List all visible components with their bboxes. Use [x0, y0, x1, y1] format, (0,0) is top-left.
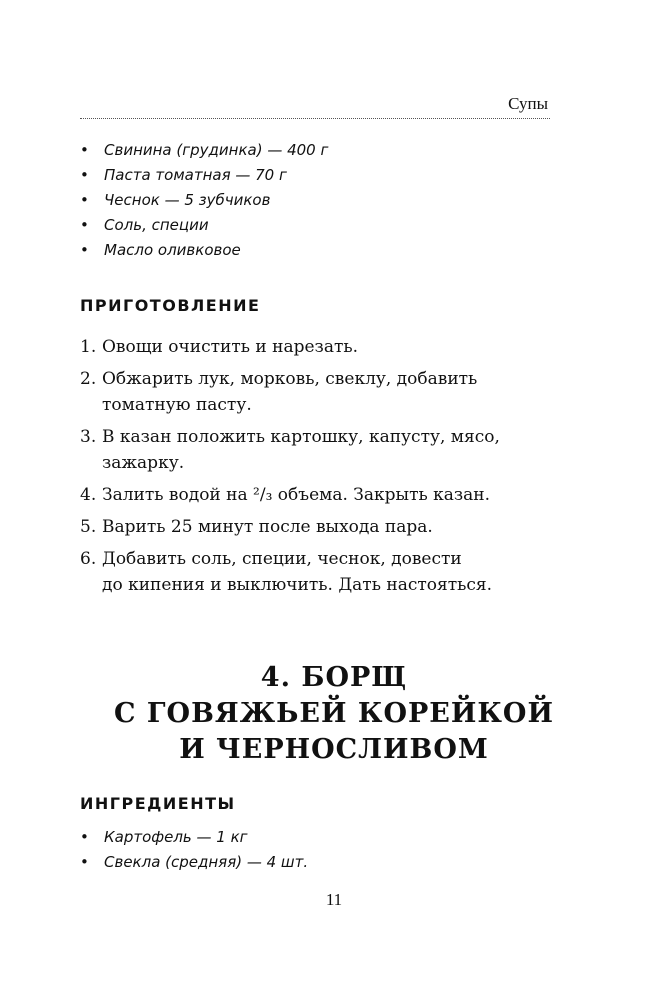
preparation-steps — [80, 334, 560, 604]
step-item — [80, 546, 560, 598]
recipe-title — [0, 660, 668, 768]
step-number: 2. — [80, 369, 97, 389]
step-number: 1. — [80, 337, 97, 357]
step-text-continued: до кипения и выключить. Дать настояться. — [102, 575, 493, 595]
bullet-icon: • — [80, 166, 89, 184]
bullet-icon: • — [80, 191, 89, 209]
step-text: Залить водой на ²/₃ объема. Закрыть казан. — [102, 485, 491, 505]
step-text-continued: томатную пасту. — [102, 395, 252, 415]
ingredient-item: • Картофель — 1 кг — [80, 825, 560, 850]
ingredient-list-continued — [80, 138, 560, 263]
ingredient-item: • Свинина (грудинка) — 400 г — [80, 138, 560, 163]
step-text-continued: зажарку. — [102, 453, 185, 473]
ingredient-item: • Паста томатная — 70 г — [80, 163, 560, 188]
ingredient-item: • Соль, специи — [80, 213, 560, 238]
step-text: В казан положить картошку, капусту, мясо, — [102, 427, 500, 447]
step-number: 3. — [80, 427, 97, 447]
recipe-title-line: 4. БОРЩ — [260, 662, 408, 693]
step-text: Варить 25 минут после выхода пара. — [102, 517, 433, 537]
step-item — [80, 482, 560, 508]
preparation-heading: ПРИГОТОВЛЕНИЕ — [80, 296, 261, 315]
step-number: 5. — [80, 517, 97, 537]
bullet-icon: • — [80, 241, 89, 259]
ingredient-list — [80, 825, 560, 875]
step-text: Добавить соль, специи, чеснок, довести — [102, 549, 462, 569]
step-number: 4. — [80, 485, 97, 505]
bullet-icon: • — [80, 141, 89, 159]
step-text: Овощи очистить и нарезать. — [102, 337, 359, 357]
ingredients-heading: ИНГРЕДИЕНТЫ — [80, 794, 236, 813]
ingredient-item: • Чеснок — 5 зубчиков — [80, 188, 560, 213]
step-item — [80, 424, 560, 476]
bullet-icon: • — [80, 216, 89, 234]
step-number: 6. — [80, 549, 97, 569]
step-item — [80, 366, 560, 418]
ingredient-item: • Масло оливковое — [80, 238, 560, 263]
step-item — [80, 334, 560, 360]
bullet-icon: • — [80, 853, 89, 871]
step-text: Обжарить лук, морковь, свеклу, добавить — [102, 369, 478, 389]
running-head — [80, 94, 550, 119]
ingredient-item: • Свекла (средняя) — 4 шт. — [80, 850, 560, 875]
running-head-title: Супы — [508, 94, 548, 113]
page-number: 11 — [325, 890, 343, 909]
recipe-title-line: С ГОВЯЖЬЕЙ КОРЕЙКОЙ — [114, 698, 554, 729]
step-item — [80, 514, 560, 540]
recipe-title-line: И ЧЕРНОСЛИВОМ — [179, 734, 489, 765]
bullet-icon: • — [80, 828, 89, 846]
